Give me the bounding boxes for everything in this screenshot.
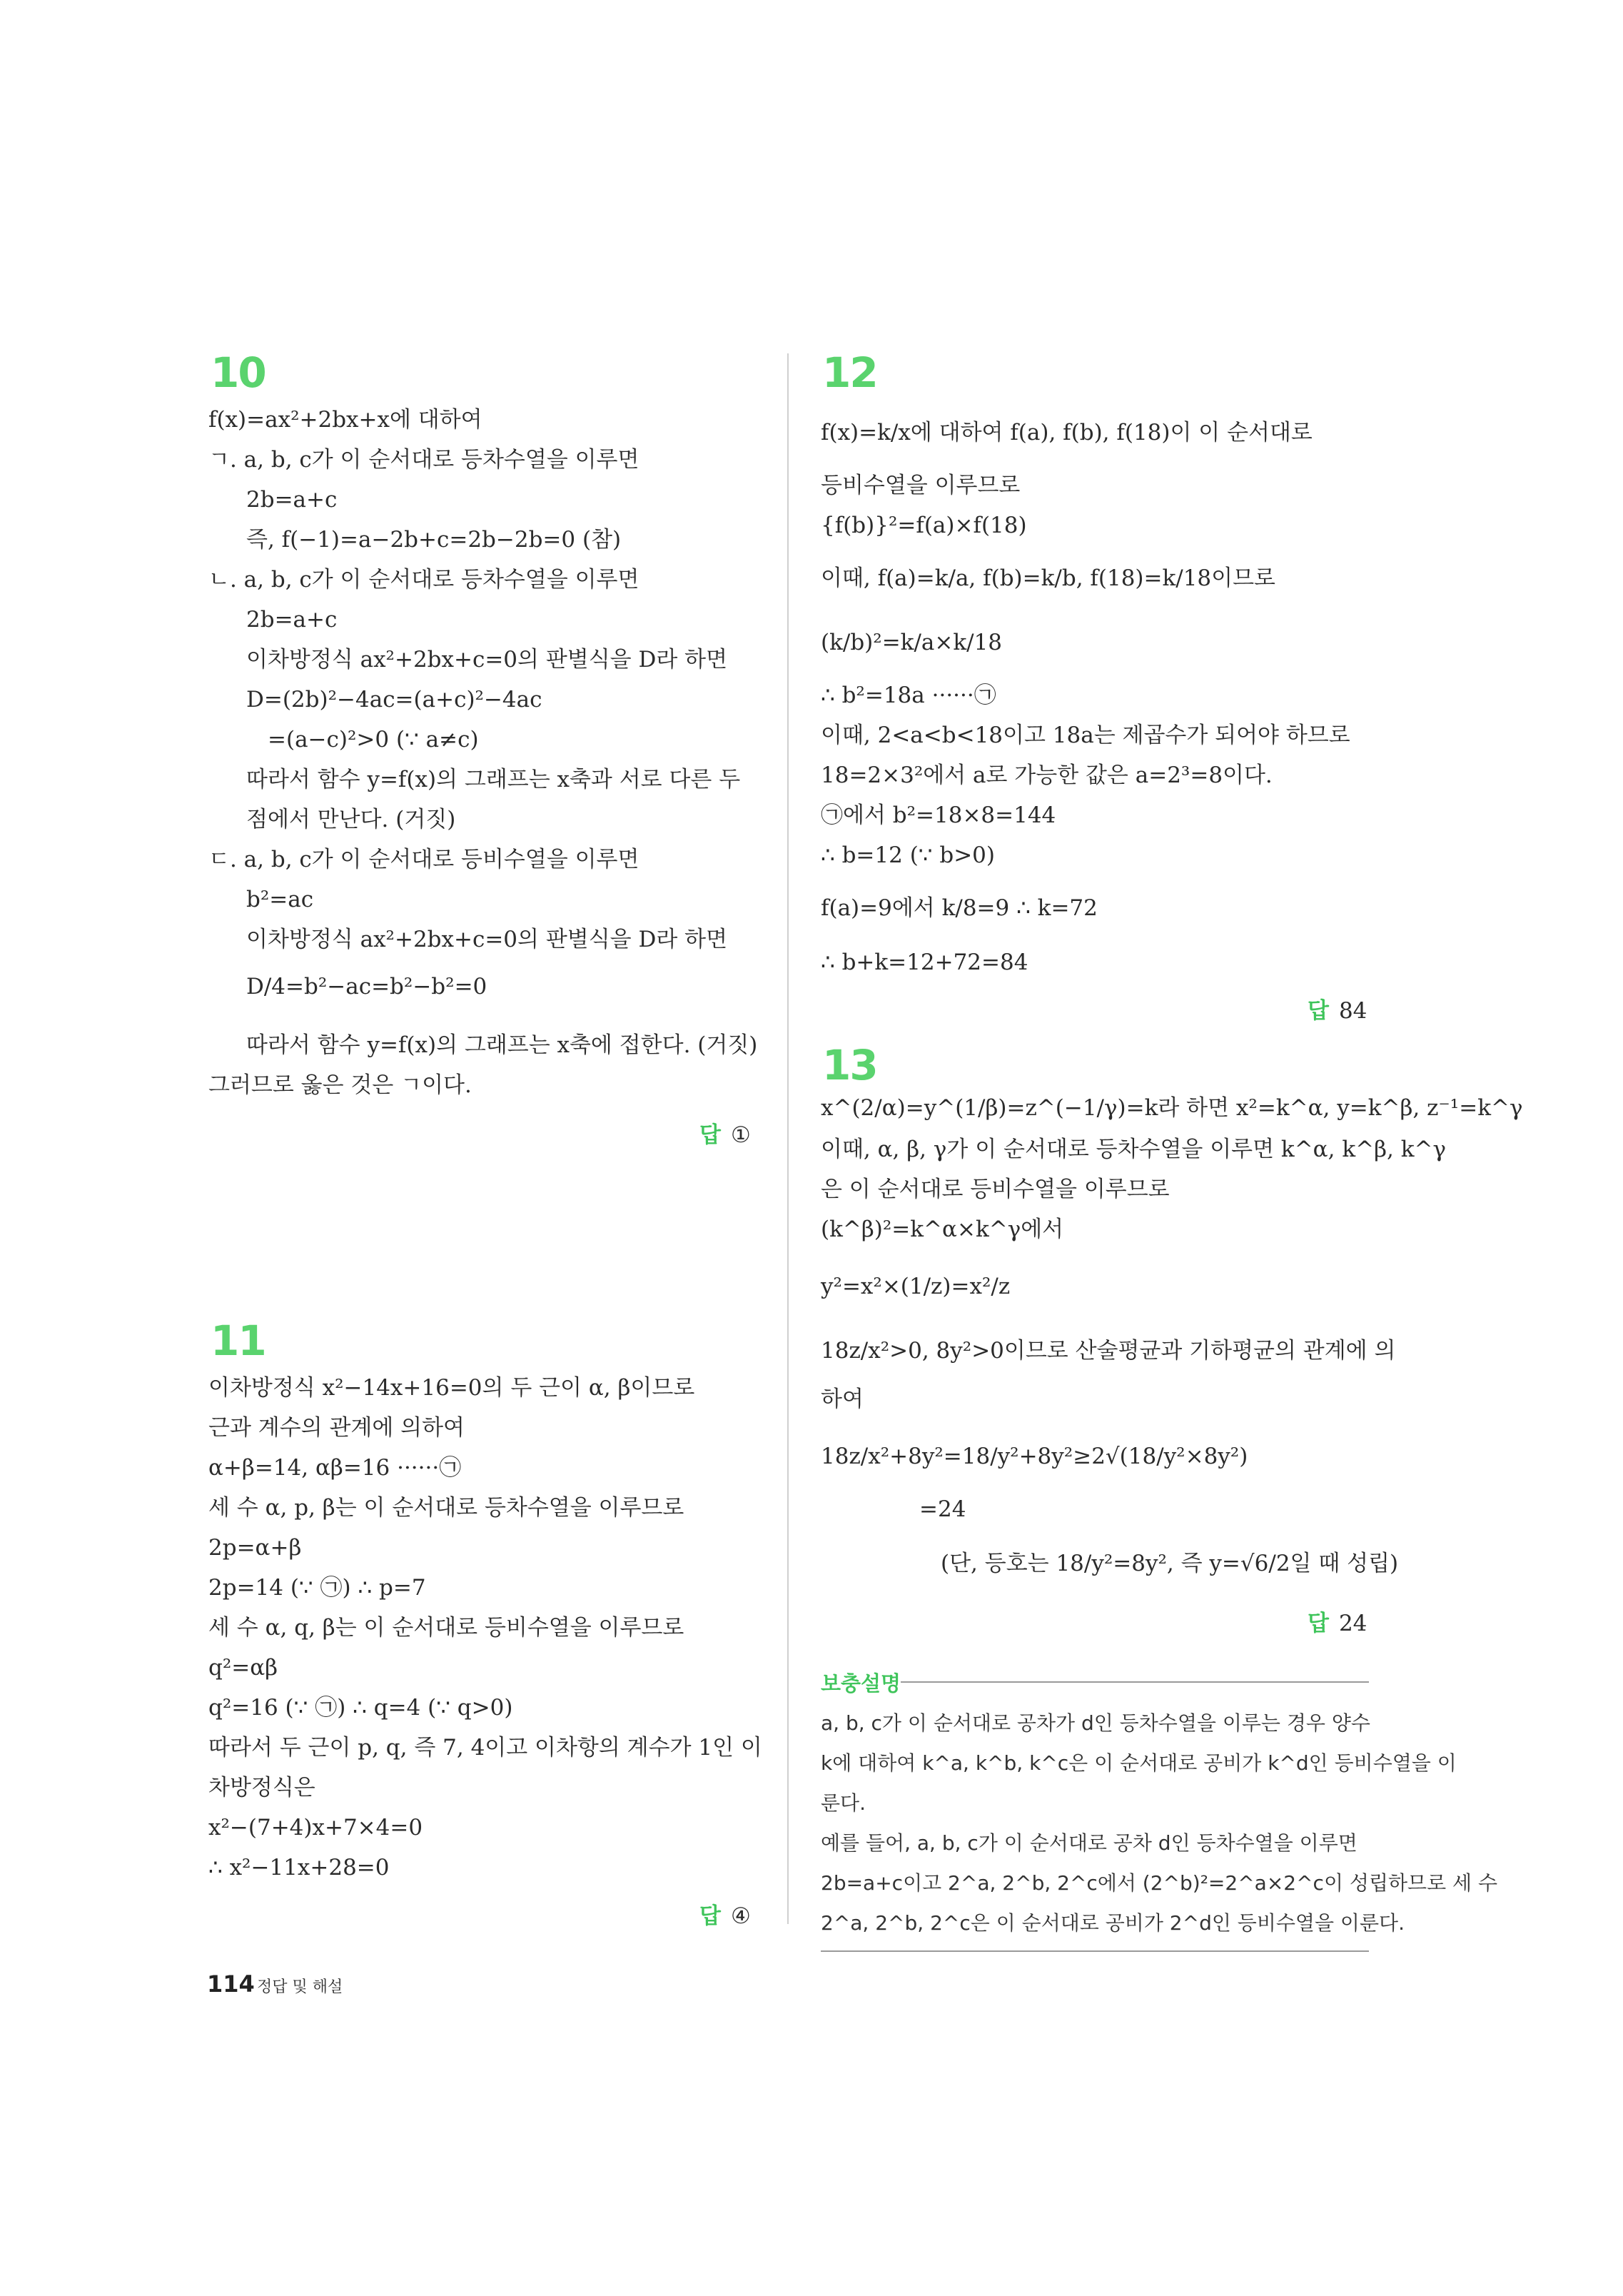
solution-line: 점에서 만난다. (거짓) [246, 807, 456, 832]
solution-line: 이차방정식 ax²+2bx+c=0의 판별식을 D라 하면 [246, 647, 728, 673]
question-number: 12 [822, 348, 877, 397]
answer-label: 답 [699, 1122, 721, 1148]
solution-line: 이때, α, β, γ가 이 순서대로 등차수열을 이루면 k^α, k^β, k^γ [821, 1137, 1446, 1162]
solution-line: 따라서 두 근이 p, q, 즉 7, 4이고 이차항의 계수가 1인 이 [208, 1735, 762, 1761]
solution-line: 이때, 2<a<b<18이고 18a는 제곱수가 되어야 하므로 [821, 722, 1350, 748]
solution-line: =24 [919, 1496, 966, 1522]
solution-line: α+β=14, αβ=16 ······㉠ [208, 1455, 462, 1481]
column-divider [787, 353, 789, 1924]
solution-line: 이때, f(a)=k/a, f(b)=k/b, f(18)=k/18이므로 [821, 565, 1275, 591]
solution-line: (단, 등호는 18/y²=8y², 즉 y=√6/2일 때 성립) [941, 1551, 1399, 1576]
solution-line: 이차방정식 ax²+2bx+c=0의 판별식을 D라 하면 [246, 927, 728, 952]
solution-line: 18=2×3²에서 a로 가능한 값은 a=2³=8이다. [821, 762, 1273, 788]
solution-line: 따라서 함수 y=f(x)의 그래프는 x축과 서로 다른 두 [246, 767, 741, 792]
answer-label: 답 [1308, 998, 1329, 1024]
solution-line: 즉, f(−1)=a−2b+c=2b−2b=0 (참) [246, 527, 622, 553]
solution-line: ㄱ. a, b, c가 이 순서대로 등차수열을 이루면 [208, 447, 639, 473]
page-number: 114 [207, 1970, 255, 1998]
solution-line: 은 이 순서대로 등비수열을 이루므로 [821, 1177, 1170, 1202]
supplement-top-rule [901, 1681, 1369, 1683]
solution-line: 이차방정식 x²−14x+16=0의 두 근이 α, β이므로 [208, 1375, 695, 1401]
solution-line: {f(b)}²=f(a)×f(18) [821, 513, 1027, 538]
question-number: 11 [211, 1316, 266, 1365]
question-number: 10 [211, 348, 266, 397]
solution-line: x²−(7+4)x+7×4=0 [208, 1815, 423, 1841]
solution-line: q²=16 (∵ ㉠) ∴ q=4 (∵ q>0) [208, 1695, 513, 1721]
answer-value: ④ [730, 1903, 751, 1929]
supplement-line: k에 대하여 k^a, k^b, k^c은 이 순서대로 공비가 k^d인 등비수열을 이 [821, 1751, 1457, 1775]
solution-line: ㉠에서 b²=18×8=144 [821, 802, 1056, 828]
answer-value: 24 [1338, 1611, 1367, 1636]
solution-line: 2b=a+c [246, 607, 338, 633]
solution-line: ∴ b=12 (∵ b>0) [821, 842, 996, 868]
solution-line: ∴ b+k=12+72=84 [821, 950, 1028, 975]
solution-line: (k^β)²=k^α×k^γ에서 [821, 1217, 1064, 1242]
solution-line: ∴ x²−11x+28=0 [208, 1855, 390, 1880]
supplement-line: 2b=a+c이고 2^a, 2^b, 2^c에서 (2^b)²=2^a×2^c이 성립하므로 세 수 [821, 1871, 1498, 1895]
solution-line: 2b=a+c [246, 487, 338, 513]
solution-line: 세 수 α, q, β는 이 순서대로 등비수열을 이루므로 [208, 1615, 684, 1641]
supplement-line: a, b, c가 이 순서대로 공차가 d인 등차수열을 이루는 경우 양수 [821, 1711, 1370, 1735]
answer [699, 1898, 751, 1930]
solution-line: f(a)=9에서 k/8=9 ∴ k=72 [821, 895, 1098, 921]
solution-line: 하여 [821, 1386, 864, 1412]
answer-value: 84 [1338, 998, 1367, 1024]
solution-line: 2p=14 (∵ ㉠) ∴ p=7 [208, 1575, 426, 1601]
solution-line: 등비수열을 이루므로 [821, 473, 1021, 498]
solution-line: 차방정식은 [208, 1775, 315, 1801]
solution-line: f(x)=ax²+2bx+x에 대하여 [208, 407, 482, 433]
question-number: 13 [822, 1041, 877, 1089]
solution-line: q²=αβ [208, 1655, 278, 1681]
solution-line: 18z/x²>0, 8y²>0이므로 산술평균과 기하평균의 관계에 의 [821, 1338, 1396, 1364]
solution-line: ∴ b²=18a ······㉠ [821, 683, 996, 708]
solution-line: D/4=b²−ac=b²−b²=0 [246, 974, 487, 1000]
supplement-title: 보충설명 [821, 1671, 901, 1696]
solution-line: 그러므로 옳은 것은 ㄱ이다. [208, 1072, 472, 1098]
supplement-bottom-rule [821, 1950, 1369, 1952]
section-title: 정답 및 해설 [257, 1978, 343, 1996]
solution-line: 2p=α+β [208, 1535, 302, 1561]
solution-line: ㄷ. a, b, c가 이 순서대로 등비수열을 이루면 [208, 847, 639, 872]
answer [699, 1117, 751, 1149]
supplement-line: 룬다. [821, 1791, 866, 1815]
answer [1308, 992, 1367, 1024]
supplement-line: 2^a, 2^b, 2^c은 이 순서대로 공비가 2^d인 등비수열을 이룬다. [821, 1911, 1405, 1935]
answer-label: 답 [1308, 1611, 1329, 1636]
solution-line: f(x)=k/x에 대하여 f(a), f(b), f(18)이 이 순서대로 [821, 420, 1313, 445]
solution-line: 세 수 α, p, β는 이 순서대로 등차수열을 이루므로 [208, 1495, 684, 1521]
solution-line: D=(2b)²−4ac=(a+c)²−4ac [246, 687, 542, 713]
answer-value: ① [730, 1122, 751, 1148]
solution-line: 따라서 함수 y=f(x)의 그래프는 x축에 접한다. (거짓) [246, 1032, 758, 1058]
supplement-line: 예를 들어, a, b, c가 이 순서대로 공차 d인 등차수열을 이루면 [821, 1831, 1357, 1855]
solution-line: b²=ac [246, 887, 314, 912]
answer-label: 답 [699, 1903, 721, 1929]
solution-line: y²=x²×(1/z)=x²/z [821, 1274, 1011, 1299]
solution-line: 18z/x²+8y²=18/y²+8y²≥2√(18/y²×8y²) [821, 1444, 1248, 1469]
solution-line: =(a−c)²>0 (∵ a≠c) [268, 727, 479, 752]
solution-line: ㄴ. a, b, c가 이 순서대로 등차수열을 이루면 [208, 567, 639, 593]
solution-line: (k/b)²=k/a×k/18 [821, 630, 1003, 655]
answer [1308, 1605, 1367, 1637]
solution-line: 근과 계수의 관계에 의하여 [208, 1415, 465, 1441]
solution-line: x^(2/α)=y^(1/β)=z^(−1/γ)=k라 하면 x²=k^α, y=k^β, z⁻¹=k^γ [821, 1095, 1523, 1121]
